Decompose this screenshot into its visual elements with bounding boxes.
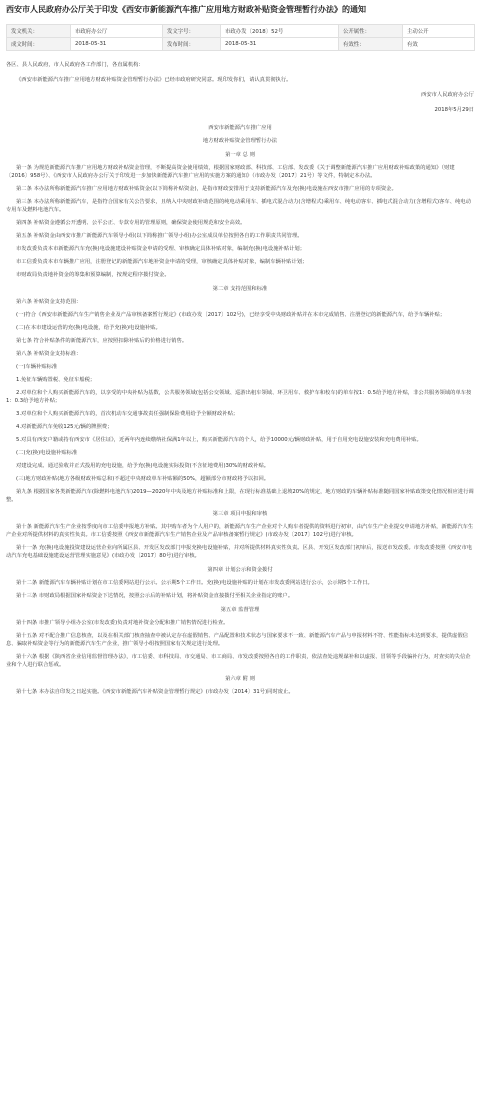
article: 第二条 本办法所称新能源汽车推广应用地方财政补贴资金(以下简称补贴资金)，是指市财政安排用于支持新能源汽车及充(换)电设施在西安市推广应用的专项资金。 <box>16 186 397 192</box>
article: 第五条 补贴资金由西安市推广新能源汽车领导小组(以下简称推广领导小组)办公室成员单位按照各自的工作职责共同管理。 <box>16 233 303 239</box>
meta-value: 2018-05-31 <box>71 38 163 51</box>
article: 第十五条 对不配合推广信息核查，以及在相关部门核查抽查中被认定存在虚假销售、产品配置和技术状态与国家要求不一致、新能源汽车产品与申报材料不符、性能指标未达到要求，提供虚假信息、骗取补贴资金等行为的新能源汽车生产企业，推广领导小组按照国家有关规定进行处理。 <box>6 633 468 647</box>
article: 第十一条 充(换)电设施投资建设运营企业向所属区县、开发区发改部门申报充换电设施补贴，并对所提供材料真实性负责。区县、开发区发改部门初审后，报送市发改委。市发改委按照《西安市电动汽车充电基础设施建设运营管理实施意见》(市政办发〔2017〕80号)进行审核。 <box>6 545 473 559</box>
meta-label: 发布时间： <box>163 38 221 51</box>
article: 第十三条 市财政局根据国家补贴资金下达情况，按照公示后的补贴计划，将补贴资金直接拨付至相关企业指定的账户。 <box>16 593 294 599</box>
article: 第十四条 市推广领导小组办公室(市发改委)负责对地补资金分配和推广销售情况进行检查。 <box>16 620 229 626</box>
article: 第四条 补贴资金遵循公开透明、公平公正、专款专用的管理原则，确保资金使用规范和安全高效。 <box>16 220 246 226</box>
chapter-heading: 第五章 监督管理 <box>220 607 260 613</box>
document-body <box>6 61 474 696</box>
article: (一)车辆补贴标准 <box>16 364 58 370</box>
article: 第一条 为规范新能源汽车推广应用地方财政补贴资金管理，不断提高资金使用绩效，根据国家财政部、科技部、工信部、发改委《关于调整新能源汽车推广应用财政补贴政策的通知》（财建〔2016〕958号）、《西安市人民政府办公厅关于印发进一步加快新能源汽车推广应用的实施方案的通知》（市政办发〔2017〕21号）等文件，特制定本办法。 <box>6 165 455 179</box>
notice-salutation: 各区、县人民政府，市人民政府各工作部门，各直属机构： <box>6 62 144 68</box>
article: 5.对具有西安户籍或持有西安市《居住证》，近两年内连续缴纳社保满1年以上，购买新能源汽车的个人，给予10000元/辆财政补贴，用于自用充电设施安装和充电费用补贴。 <box>16 437 422 443</box>
article: (二)充(换)电设施补贴标准 <box>16 450 78 456</box>
article: 第七条 符合补贴条件的新能源汽车，应按照扣除补贴后的价格进行销售。 <box>16 338 188 344</box>
article: 3.对单位和个人购买新能源汽车的，首次机动车交通事故责任强制保险费用给予全额财政补贴； <box>16 411 239 417</box>
meta-label: 公开属性： <box>339 25 403 38</box>
meta-value: 市政办发〔2018〕52号 <box>221 25 339 38</box>
article: 对建设完成、通过验收并正式投用的充电设施，给予充(换)电设施实际投资(不含征地费用)30%的财政补贴。 <box>16 463 270 469</box>
notice-issuer: 西安市人民政府办公厅 <box>421 92 474 98</box>
article: 市财政局负责地补资金的筹集和预算编制，按规定程序拨付资金。 <box>16 272 170 278</box>
article: (三)地方财政补贴(地方各级财政补贴总和)不超过中央财政单车补贴额的50%，超额部分市财政将予以扣回。 <box>16 476 270 482</box>
meta-label: 发文字号： <box>163 25 221 38</box>
notice-date: 2018年5月29日 <box>434 107 474 113</box>
article: 市工信委负责本市车辆推广应用，注册登记的新能源汽车地补资金申请的受理，审核确定具体补贴对象，编制车辆补贴计划； <box>16 259 308 265</box>
meta-row <box>7 25 475 38</box>
article: 第十六条 根据《陕西省企业信用监督管理办法》，市工信委、市科技局、市交通局、市工商局、市发改委按照各自的工作职责，依法查处违规谋补和以虚报、冒领等手段骗补行为，对查实的失信企业和个人进行联合惩戒。 <box>6 654 471 668</box>
article: 第三条 本办法所称新能源汽车，是指符合国家有关公告要求，且纳入中央财政补助范围的纯电动乘用车、插电式混合动力(含增程式)乘用车、纯电动客车、插电式混合动力(含增程式)客车、纯电动专用车及燃料电池汽车。 <box>6 199 471 213</box>
chapter-heading: 第四章 计划公示和资金拨付 <box>207 567 273 573</box>
article: (二)在本市建设运营的充(换)电设施，给予充(换)电设施补贴。 <box>16 325 161 331</box>
article: 第十条 新能源汽车生产企业按季度向市工信委申报地方补贴。其中购车者为个人用户的，新能源汽车生产企业对个人购车者提供的资料进行初审，由汽车生产企业提交申请地方补贴，新能源汽车生产企业对所提供材料的真实性负责。市工信委按照《西安市新能源汽车生产销售企业及产品审核备案暂行规定》(市政办发〔2017〕102号)进行审核。 <box>6 524 474 538</box>
article: 第九条 根据国家各类新能源汽车(除燃料电池汽车)2019—2020年中央及地方补贴标准和上限，在现行标准基础上退坡20%的规定，地方财政的车辆补贴标准随同国家补贴政策变化情况相应进行调整。 <box>6 489 474 503</box>
document-meta-table <box>6 24 475 51</box>
measures-title: 西安市新能源汽车推广应用 <box>208 125 272 131</box>
meta-value: 2018-05-31 <box>221 38 339 51</box>
meta-row <box>7 38 475 51</box>
meta-label: 有效性： <box>339 38 403 51</box>
chapter-heading: 第三章 项目申报和审核 <box>212 511 268 517</box>
page-title: 西安市人民政府办公厅关于印发《西安市新能源汽车推广应用地方财政补贴资金管理暂行办法》的通知 <box>6 5 366 14</box>
article: 市发改委负责本市新能源汽车充(换)电设施建设补贴资金申请的受理、审核确定具体补贴对象，编制充(换)电设施补贴计划； <box>16 246 306 252</box>
article: (一)符合《西安市新能源汽车生产销售企业及产品审核备案暂行规定》(市政办发〔2017〕102号)，已经享受中央财政补贴并在本市完成销售、注册登记的新能源汽车，给予车辆补贴； <box>16 312 446 318</box>
meta-value: 市政府办公厅 <box>71 25 163 38</box>
meta-label: 发文机关： <box>7 25 71 38</box>
chapter-heading: 第六章 附 则 <box>225 676 255 682</box>
article: 第十二条 新能源汽车车辆补贴计划在市工信委网站进行公示。公示期5个工作日。充(换)电设施补贴的计划在市发改委网站进行公示，公示期5个工作日。 <box>16 580 373 586</box>
article: 第十七条 本办法自印发之日起实施。《西安市新能源汽车补贴资金管理暂行规定》(市政办发〔2014〕31号)同时废止。 <box>16 689 294 695</box>
measures-title: 地方财政补贴资金管理暂行办法 <box>202 138 278 144</box>
meta-value: 主动公开 <box>403 25 475 38</box>
article: 4.对新能源汽车免收125元/辆的牌照费； <box>16 424 113 430</box>
chapter-heading: 第二章 支持范围和标准 <box>212 286 268 292</box>
article: 第八条 补贴资金支持标准： <box>16 351 82 357</box>
article: 2.对单位和个人购买新能源汽车的，以享受的中央补贴为基数，公共服务领域(包括公交领域、巡游出租车领域、环卫用车、救护车和校车)的单车按1：0.5给予地方补贴，非公共服务领域的单车按1：0.3给予地方补贴； <box>6 390 472 404</box>
article: 第六条 补贴资金支持范围： <box>16 299 82 305</box>
meta-label: 成文时间： <box>7 38 71 51</box>
chapter-heading: 第一章 总 则 <box>225 152 255 158</box>
notice-body: 《西安市新能源汽车推广应用地方财政补贴资金管理暂行办法》已经市政府研究同意。现印发你们，请认真贯彻执行。 <box>16 77 292 83</box>
meta-value: 有效 <box>403 38 475 51</box>
article: 1.免征车辆购置税、免征车船税； <box>16 377 96 383</box>
